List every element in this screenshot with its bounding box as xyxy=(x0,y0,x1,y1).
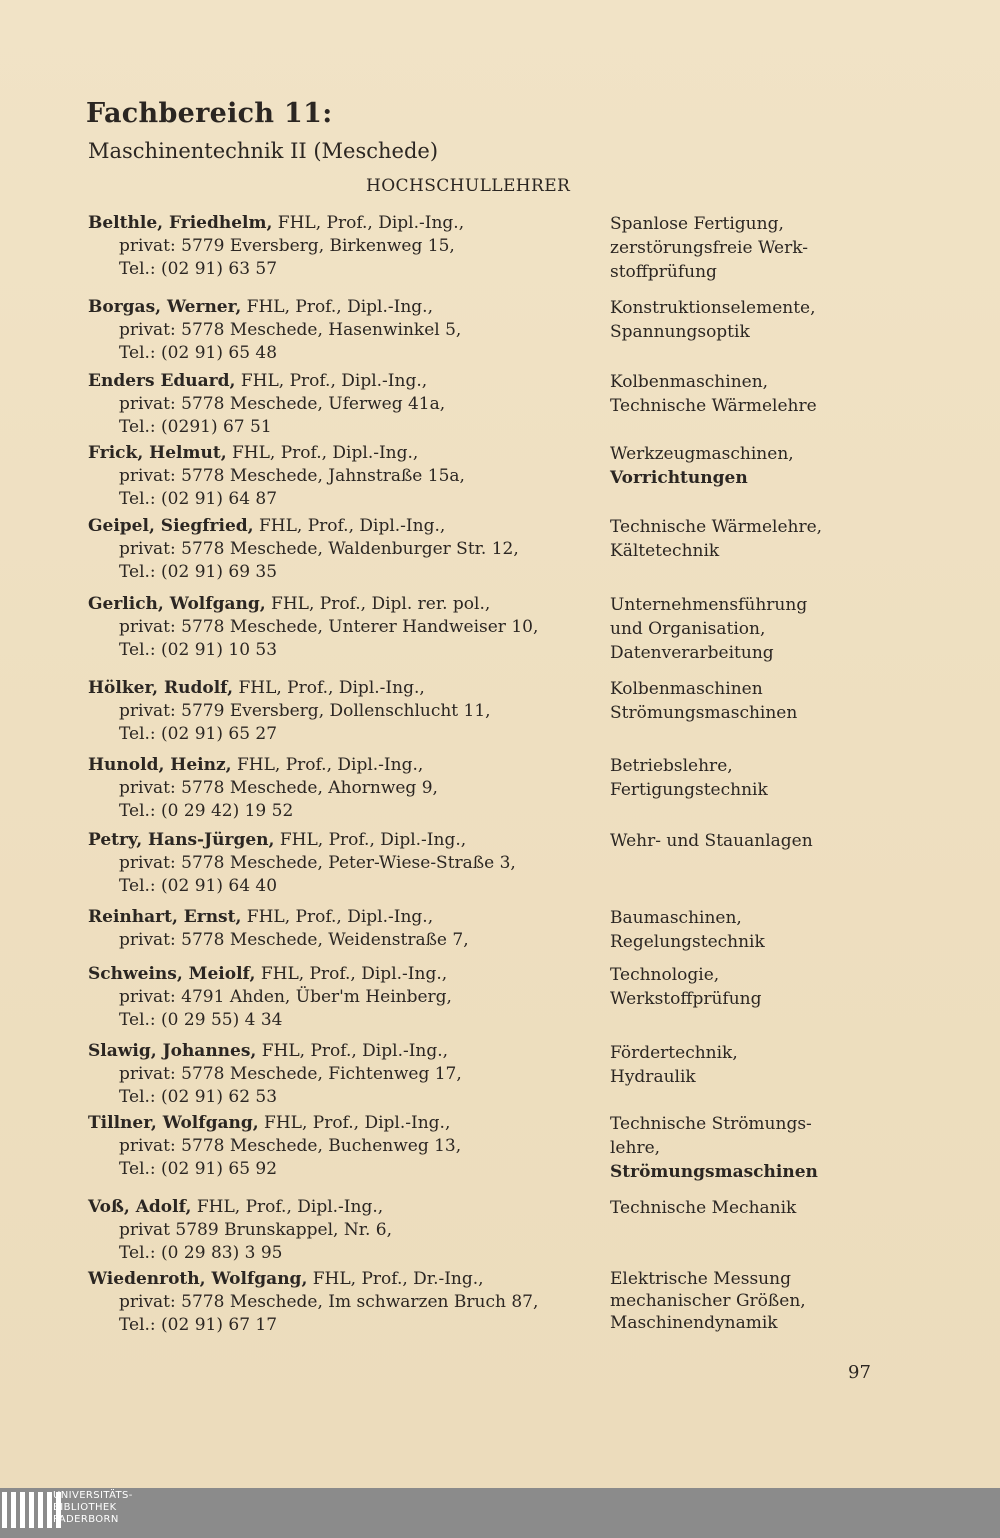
entry-subjects xyxy=(610,1268,910,1334)
library-logo-text xyxy=(53,1490,133,1526)
logo-line: PADERBORN xyxy=(53,1514,119,1525)
entry-name: Borgas, Werner, xyxy=(88,297,242,317)
subject-line: Strömungsmaschinen xyxy=(610,703,798,723)
entry-phone: Tel.: (02 91) 10 53 xyxy=(119,640,278,660)
entry-address: privat: 5778 Meschede, Ahornweg 9, xyxy=(119,778,438,798)
subject-line: Wehr- und Stauanlagen xyxy=(610,831,813,851)
logo-line: BIBLIOTHEK xyxy=(53,1502,117,1513)
entry-phone: Tel.: (02 91) 63 57 xyxy=(119,259,278,279)
subject-line: Unternehmensführung xyxy=(610,595,808,615)
page-title: Fachbereich 11: xyxy=(86,98,333,129)
entry-subjects xyxy=(610,296,910,344)
entry-name: Wiedenroth, Wolfgang, xyxy=(88,1269,308,1289)
entry-phone: Tel.: (02 91) 69 35 xyxy=(119,562,278,582)
entry-name: Schweins, Meiolf, xyxy=(88,964,256,984)
subject-line: zerstörungsfreie Werk- xyxy=(610,238,808,258)
entry-phone: Tel.: (02 91) 65 92 xyxy=(119,1159,278,1179)
entry-subjects xyxy=(610,677,910,725)
entry-name: Tillner, Wolfgang, xyxy=(88,1113,259,1133)
subject-line: Baumaschinen, xyxy=(610,908,742,928)
entry-address: privat: 5778 Meschede, Jahnstraße 15a, xyxy=(119,466,465,486)
entry-name: Hölker, Rudolf, xyxy=(88,678,234,698)
entry-address: privat: 5778 Meschede, Hasenwinkel 5, xyxy=(119,320,462,340)
subject-line: Kolbenmaschinen, xyxy=(610,372,769,392)
entry-address: privat: 5778 Meschede, Weidenstraße 7, xyxy=(119,930,469,950)
subject-line: Fördertechnik, xyxy=(610,1043,738,1063)
page-number: 97 xyxy=(848,1362,871,1383)
subject-line: mechanischer Größen, xyxy=(610,1291,806,1311)
subject-line: Elektrische Messung xyxy=(610,1269,791,1289)
entry-name: Belthle, Friedhelm, xyxy=(88,213,273,233)
entry-subjects xyxy=(610,829,910,853)
subject-line: Kältetechnik xyxy=(610,541,720,561)
subject-line: Technologie, xyxy=(610,965,720,985)
entry-name: Enders Eduard, xyxy=(88,371,236,391)
entry-title: FHL, Prof., Dipl.-Ing., xyxy=(233,678,425,698)
entry-subjects xyxy=(610,906,910,954)
entry-address: privat 5789 Brunskappel, Nr. 6, xyxy=(119,1220,392,1240)
entry-title: FHL, Prof., Dipl.-Ing., xyxy=(231,755,424,775)
entry-title: FHL, Prof., Dr.-Ing., xyxy=(307,1269,484,1289)
entry-title: FHL, Prof., Dipl.-Ing., xyxy=(255,964,448,984)
entry-address: privat: 5778 Meschede, Peter-Wiese-Straße 3, xyxy=(119,853,516,873)
entry-subjects xyxy=(610,1041,910,1089)
entry-name: Voß, Adolf, xyxy=(88,1197,192,1217)
subject-line: Hydraulik xyxy=(610,1067,696,1087)
entry-title: FHL, Prof., Dipl. rer. pol., xyxy=(265,594,491,614)
entry-name: Hunold, Heinz, xyxy=(88,755,232,775)
subject-line: Strömungsmaschinen xyxy=(610,1162,818,1182)
entry-subjects xyxy=(610,1112,910,1184)
subject-line: Datenverarbeitung xyxy=(610,643,774,663)
entry-title: FHL, Prof., Dipl.-Ing., xyxy=(256,1041,449,1061)
subject-line: Technische Wärmelehre xyxy=(610,396,817,416)
entry-name: Petry, Hans-Jürgen, xyxy=(88,830,275,850)
entry-phone: Tel.: (02 91) 62 53 xyxy=(119,1087,278,1107)
library-footer-bar xyxy=(0,1488,1000,1538)
entry-phone: Tel.: (0 29 42) 19 52 xyxy=(119,801,294,821)
entry-subjects xyxy=(610,515,910,563)
entry-title: FHL, Prof., Dipl.-Ing., xyxy=(191,1197,384,1217)
entry-address: privat: 5778 Meschede, Unterer Handweiser 10, xyxy=(119,617,539,637)
entry-phone: Tel.: (02 91) 65 27 xyxy=(119,724,278,744)
entry-address: privat: 5778 Meschede, Uferweg 41a, xyxy=(119,394,446,414)
entry-address: privat: 5779 Eversberg, Birkenweg 15, xyxy=(119,236,455,256)
entry-subjects xyxy=(610,963,910,1011)
subject-line: Technische Strömungs- xyxy=(610,1114,812,1134)
entry-subjects xyxy=(610,442,910,490)
entry-title: FHL, Prof., Dipl.-Ing., xyxy=(241,907,434,927)
entry-address: privat: 5778 Meschede, Buchenweg 13, xyxy=(119,1136,462,1156)
entry-title: FHL, Prof., Dipl.-Ing., xyxy=(258,1113,451,1133)
entry-phone: Tel.: (02 91) 65 48 xyxy=(119,343,278,363)
entry-subjects xyxy=(610,754,910,802)
subject-line: Betriebslehre, xyxy=(610,756,733,776)
entry-phone: Tel.: (0291) 67 51 xyxy=(119,417,272,437)
entry-address: privat: 5778 Meschede, Fichtenweg 17, xyxy=(119,1064,462,1084)
entry-phone: Tel.: (0 29 83) 3 95 xyxy=(119,1243,283,1263)
entry-phone: Tel.: (02 91) 64 87 xyxy=(119,489,278,509)
section-heading: HOCHSCHULLEHRER xyxy=(366,176,571,196)
entry-address: privat: 5779 Eversberg, Dollenschlucht 11, xyxy=(119,701,491,721)
subject-line: Werkstoffprüfung xyxy=(610,989,762,1009)
entry-phone: Tel.: (02 91) 67 17 xyxy=(119,1315,278,1335)
subject-line: Technische Mechanik xyxy=(610,1198,797,1218)
logo-line: UNIVERSITÄTS- xyxy=(53,1490,133,1501)
entry-subjects xyxy=(610,1196,910,1220)
page-subtitle: Maschinentechnik II (Meschede) xyxy=(88,139,439,163)
entry-title: FHL, Prof., Dipl.-Ing., xyxy=(241,297,433,317)
subject-line: Werkzeugmaschinen, xyxy=(610,444,794,464)
subject-line: und Organisation, xyxy=(610,619,766,639)
subject-line: Technische Wärmelehre, xyxy=(610,517,823,537)
entry-title: FHL, Prof., Dipl.-Ing., xyxy=(274,830,467,850)
entry-name: Frick, Helmut, xyxy=(88,443,227,463)
subject-line: Maschinendynamik xyxy=(610,1313,778,1333)
subject-line: Konstruktionselemente, xyxy=(610,298,816,318)
entry-name: Slawig, Johannes, xyxy=(88,1041,257,1061)
subject-line: Regelungstechnik xyxy=(610,932,765,952)
entry-title: FHL, Prof., Dipl.-Ing., xyxy=(272,213,465,233)
entry-name: Reinhart, Ernst, xyxy=(88,907,242,927)
entry-name: Gerlich, Wolfgang, xyxy=(88,594,266,614)
entry-address: privat: 5778 Meschede, Waldenburger Str. 12, xyxy=(119,539,519,559)
entry-name: Geipel, Siegfried, xyxy=(88,516,254,536)
entry-subjects xyxy=(610,593,910,665)
entry-title: FHL, Prof., Dipl.-Ing., xyxy=(235,371,428,391)
entry-title: FHL, Prof., Dipl.-Ing., xyxy=(253,516,446,536)
subject-line: Fertigungstechnik xyxy=(610,780,768,800)
subject-line: Kolbenmaschinen xyxy=(610,679,763,699)
entry-title: FHL, Prof., Dipl.-Ing., xyxy=(226,443,419,463)
subject-line: stoffprüfung xyxy=(610,262,717,282)
entry-address: privat: 5778 Meschede, Im schwarzen Bruch 87, xyxy=(119,1292,539,1312)
subject-line: Spannungsoptik xyxy=(610,322,750,342)
entry-phone: Tel.: (02 91) 64 40 xyxy=(119,876,278,896)
subject-line: lehre, xyxy=(610,1138,661,1158)
entry-subjects xyxy=(610,370,910,418)
entry-phone: Tel.: (0 29 55) 4 34 xyxy=(119,1010,283,1030)
subject-line: Spanlose Fertigung, xyxy=(610,214,784,234)
subject-line: Vorrichtungen xyxy=(610,468,748,488)
entry-address: privat: 4791 Ahden, Über'm Heinberg, xyxy=(119,987,452,1007)
entry-subjects xyxy=(610,212,910,284)
